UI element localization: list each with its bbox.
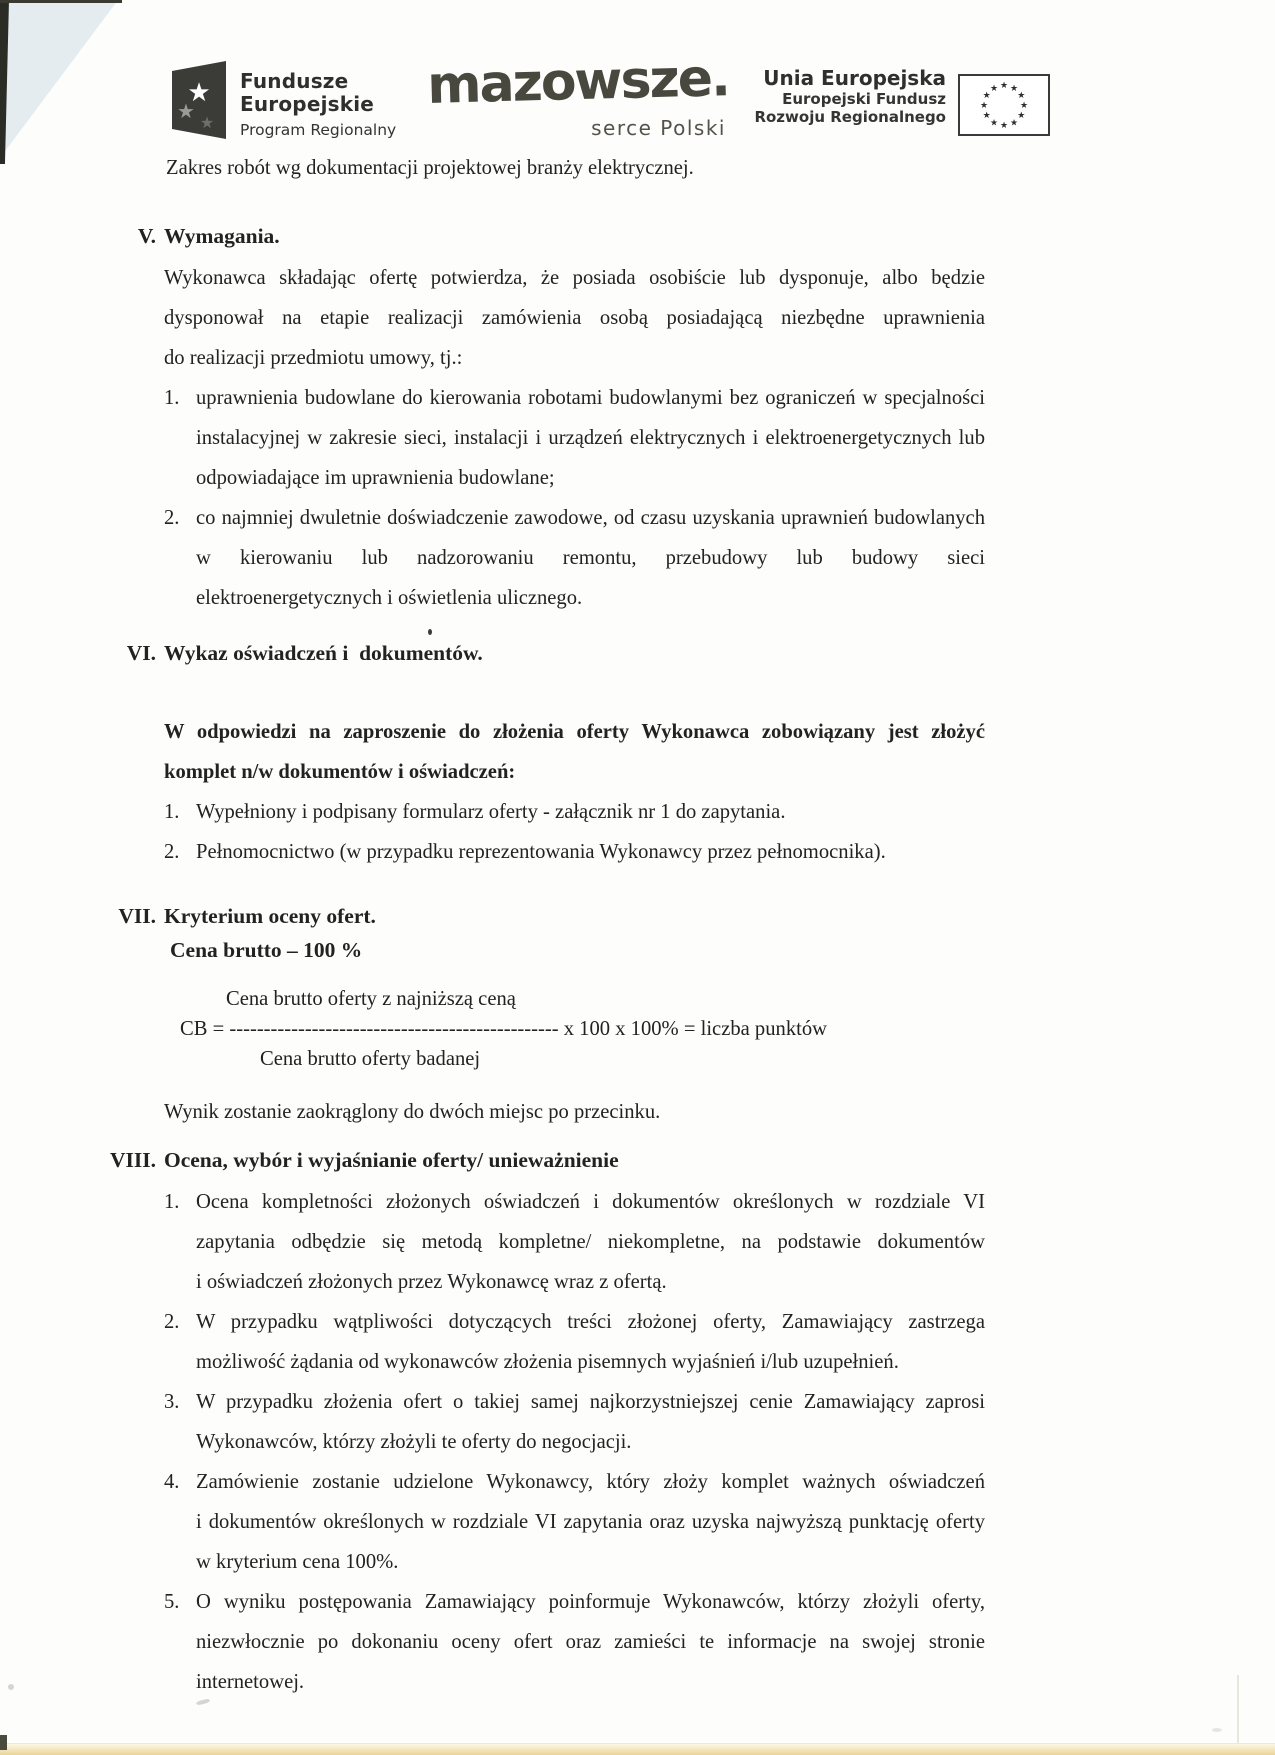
section-viii <box>100 1144 985 1702</box>
paragraph-line: Zamówienie zostanie udzielone Wykonawcy, który złoży komplet ważnych oświadczeń <box>196 1471 985 1493</box>
scan-edge-top <box>0 0 122 3</box>
paragraph-line: elektroenergetycznych i oświetlenia ulicznego. <box>196 587 583 609</box>
section-v-title: Wymagania. <box>164 224 280 248</box>
section-v-number: V. <box>137 224 156 248</box>
list-item-text <box>196 498 985 618</box>
paragraph-line: O wyniku postępowania Zamawiający poinformuje Wykonawców, którzy złożyli oferty, <box>196 1591 985 1613</box>
paragraph-line: W przypadku wątpliwości dotyczących treści złożonej oferty, Zamawiający zastrzega <box>196 1311 985 1333</box>
list-item-text <box>196 1302 985 1382</box>
list-item-number: 5. <box>164 1591 180 1613</box>
list-item-number: 4. <box>164 1471 180 1493</box>
scan-right-line <box>1237 1675 1239 1745</box>
paragraph-line: możliwość żądania od wykonawców złożenia pisemnych wyjaśnień i/lub uzupełnień. <box>196 1351 899 1373</box>
section-vi-title: Wykaz oświadczeń i dokumentów. <box>164 641 483 665</box>
paragraph-line: W odpowiedzi na zaproszenie do złożenia oferty Wykonawca zobowiązany jest złożyć <box>164 721 985 743</box>
criterion-subtitle: Cena brutto – 100 % <box>170 938 363 962</box>
scan-speck <box>8 1684 14 1690</box>
scan-ink-dot <box>428 629 432 635</box>
section-vii <box>100 900 985 1132</box>
paragraph-line: do realizacji przedmiotu umowy, tj.: <box>164 347 463 369</box>
formula-main-line <box>180 1014 985 1044</box>
paragraph-line: w kierowaniu lub nadzorowaniu remontu, przebudowy lub budowy sieci <box>196 547 985 569</box>
intro-line: Zakres robót wg dokumentacji projektowej branży elektrycznej. <box>166 157 694 179</box>
fundusze-logo-line1: Fundusze <box>240 69 349 93</box>
fundusze-flag-icon <box>172 58 226 146</box>
mazowsze-logo <box>426 48 734 140</box>
paragraph-line: Pełnomocnictwo (w przypadku reprezentowania Wykonawcy przez pełnomocnika). <box>196 841 886 863</box>
formula-fraction-bar: ------------------------------------------------ <box>229 1018 559 1040</box>
section-v-heading <box>100 220 985 252</box>
mazowsze-logo-tagline: serce Polski <box>591 116 726 140</box>
svg-text:★: ★ <box>982 91 991 101</box>
paragraph-line: i dokumentów określonych w rozdziale VI zapytania oraz uzyska najwyższą punktację oferty <box>196 1511 985 1533</box>
svg-text:★: ★ <box>999 121 1009 131</box>
section-vii-number: VII. <box>118 904 156 928</box>
section-vi <box>100 637 985 872</box>
paragraph-line: niezwłocznie po dokonaniu oceny ofert oraz zamieści te informacje na swojej stronie <box>196 1631 985 1653</box>
list-item-number: 1. <box>164 1191 180 1213</box>
list-item-number: 1. <box>164 387 180 409</box>
section-vi-lead <box>164 712 985 792</box>
list-item <box>164 378 985 498</box>
eu-flag-icon <box>958 74 1050 140</box>
list-item-text <box>196 1182 985 1302</box>
svg-text:★: ★ <box>989 84 999 94</box>
svg-text:★: ★ <box>989 118 999 129</box>
paragraph-line: instalacyjnej w zakresie sieci, instalacji i urządzeń elektrycznych i elektroenergetycznych lub <box>196 427 985 449</box>
paragraph-line: Wykonawców, którzy złożyli te oferty do negocjacji. <box>196 1431 632 1453</box>
list-item-text <box>196 1462 985 1582</box>
fundusze-logo-text <box>240 58 396 139</box>
paragraph-line: zapytania odbędzie się metodą kompletne/ niekompletne, na podstawie dokumentów <box>196 1231 985 1253</box>
paragraph-line: Wypełniony i podpisany formularz oferty - załącznik nr 1 do zapytania. <box>196 801 786 823</box>
list-item <box>164 1462 985 1582</box>
section-viii-title: Ocena, wybór i wyjaśnianie oferty/ unieważnienie <box>164 1148 619 1172</box>
section-vi-heading <box>100 637 985 669</box>
list-item <box>164 1182 985 1302</box>
svg-text:★: ★ <box>979 101 989 111</box>
list-item-text <box>196 1382 985 1462</box>
document-content <box>100 148 985 1702</box>
list-item <box>164 832 985 872</box>
paragraph-line: uprawnienia budowlane do kierowania robotami budowlanymi bez ograniczeń w specjalności <box>196 387 985 409</box>
unia-logo-line3: Rozwoju Regionalnego <box>754 108 946 126</box>
paragraph-line: dysponował na etapie realizacji zamówienia osobą posiadającą niezbędne uprawnienia <box>164 307 985 329</box>
paragraph-line: W przypadku złożenia ofert o takiej samej najkorzystniejszej cenie Zamawiający zaprosi <box>196 1391 985 1413</box>
list-item-number: 2. <box>164 507 180 529</box>
list-item-number: 3. <box>164 1391 180 1413</box>
svg-text:★: ★ <box>1009 84 1019 94</box>
unia-logo-line1: Unia Europejska <box>763 66 946 90</box>
svg-text:★: ★ <box>199 113 215 132</box>
list-item-number: 2. <box>164 1311 180 1333</box>
list-item-text <box>196 378 985 498</box>
paragraph-line: internetowej. <box>196 1671 305 1693</box>
section-vi-number: VI. <box>126 641 156 665</box>
list-item <box>164 1582 985 1702</box>
paragraph-line: komplet n/w dokumentów i oświadczeń: <box>164 761 516 783</box>
scan-bottom-band <box>0 1743 1275 1755</box>
svg-text:★: ★ <box>1009 118 1019 129</box>
svg-text:★: ★ <box>187 78 211 108</box>
unia-europejska-logo-text <box>740 66 946 126</box>
section-vii-heading <box>100 900 985 932</box>
mazowsze-logo-wordmark: mazowsze. <box>426 48 730 116</box>
section-viii-items <box>100 1182 985 1702</box>
list-item-number: 1. <box>164 801 180 823</box>
list-item-text <box>196 832 985 872</box>
scan-bottom-corner-mark <box>0 1735 7 1750</box>
scan-speck <box>1212 1728 1222 1732</box>
svg-text:★: ★ <box>982 111 991 121</box>
list-item-text <box>196 1582 985 1702</box>
paragraph-line: odpowiadające im uprawnienia budowlane; <box>196 467 555 489</box>
unia-logo-line2: Europejski Fundusz <box>782 90 946 108</box>
paragraph-line: i oświadczeń złożonych przez Wykonawcę wraz z ofertą. <box>196 1271 667 1293</box>
list-item <box>164 1382 985 1462</box>
paragraph-line: w kryterium cena 100%. <box>196 1551 399 1573</box>
svg-text:★: ★ <box>1019 101 1029 111</box>
header-logos <box>0 0 1275 150</box>
section-v-paragraph <box>164 258 985 378</box>
list-item <box>164 498 985 618</box>
section-viii-number: VIII. <box>109 1148 156 1172</box>
paragraph-line: Ocena kompletności złożonych oświadczeń i dokumentów określonych w rozdziale VI <box>196 1191 985 1213</box>
list-item-text <box>196 792 985 832</box>
paragraph-line: co najmniej dwuletnie doświadczenie zawodowe, od czasu uzyskania uprawnień budowlanych <box>196 507 985 529</box>
svg-text:★: ★ <box>999 81 1009 91</box>
list-item-number: 2. <box>164 841 180 863</box>
score-formula <box>100 984 985 1074</box>
svg-text:★: ★ <box>177 99 195 123</box>
svg-text:★: ★ <box>1017 111 1026 121</box>
fundusze-europejskie-logo <box>172 58 396 146</box>
formula-lhs: CB = <box>180 1018 230 1040</box>
fundusze-logo-line3: Program Regionalny <box>240 121 397 139</box>
section-vii-title: Kryterium oceny ofert. <box>164 904 376 928</box>
svg-text:★: ★ <box>1017 91 1026 101</box>
list-item <box>164 1302 985 1382</box>
formula-rhs: x 100 x 100% = liczba punktów <box>558 1018 828 1040</box>
rounding-note: Wynik zostanie zaokrąglony do dwóch miejsc po przecinku. <box>164 1101 661 1123</box>
list-item <box>164 792 985 832</box>
section-v <box>100 220 985 618</box>
formula-numerator: Cena brutto oferty z najniższą ceną <box>226 988 516 1010</box>
section-viii-heading <box>100 1144 985 1176</box>
formula-denominator: Cena brutto oferty badanej <box>260 1048 481 1070</box>
fundusze-logo-line2: Europejskie <box>240 92 375 116</box>
paragraph-line: Wykonawca składając ofertę potwierdza, że posiada osobiście lub dysponuje, albo będzie <box>164 267 985 289</box>
